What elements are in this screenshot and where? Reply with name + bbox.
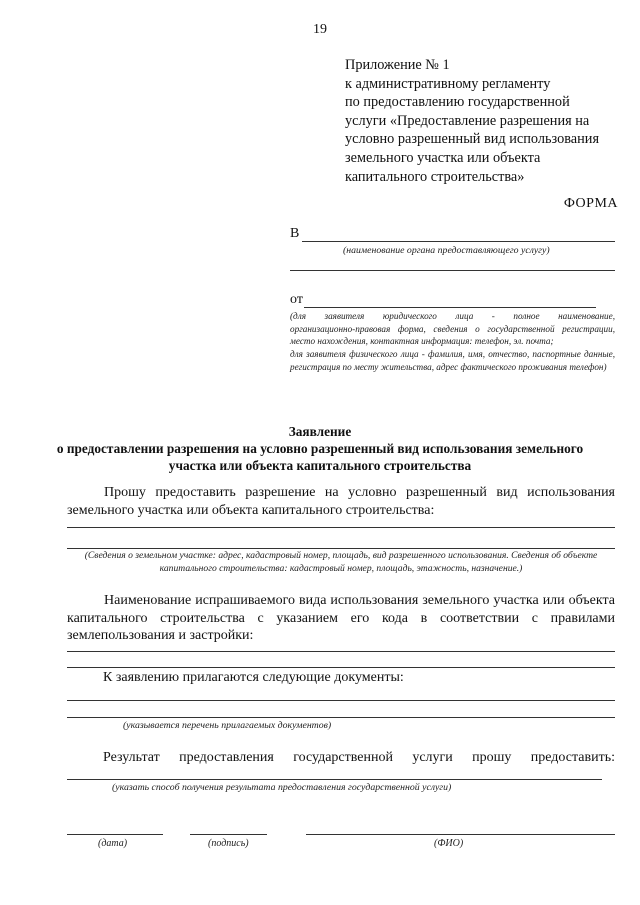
title-line-3: участка или объекта капитального строительства [168,458,472,473]
usage-paragraph: Наименование испрашиваемого вида использования земельного участка или объекта капитального строительства с указанием его кода в соответствии с правилами землепользования и застройки: [67,593,615,643]
request-paragraph: Прошу предоставить разрешение на условно разрешенный вид использования земельного участка или объекта капитального строительства: [67,485,615,518]
full-name-field[interactable] [306,834,615,835]
title-line-2: о предоставлении разрешения на условно разрешенный вид использования земельного [56,441,584,456]
sender-hint-legal-line1: (для заявителя юридического лица - полное наименование, [290,311,615,321]
signature-hint: (подпись) [208,838,249,849]
recipient-prefix: В [290,226,300,241]
documents-field-line-2[interactable] [67,717,615,718]
land-info-field[interactable] [67,527,615,528]
form-label: ФОРМА [563,196,618,211]
appendix-line: к административному регламенту [345,75,551,92]
result-hint: (указать способ получения результата предоставления государственной услуги) [112,782,452,793]
result-word: предоставления [179,750,274,765]
date-field[interactable] [67,834,163,835]
result-word: предоставить: [530,750,615,765]
result-field[interactable] [67,779,602,780]
result-word: Результат [103,750,160,765]
appendix-line: услуги «Предоставление разрешения на [345,112,590,129]
recipient-hint: (наименование органа предоставляющего услугу) [343,245,550,256]
result-word: государственной [293,750,393,765]
land-info-hint: (Сведения о земельном участке: адрес, кадастровый номер, площадь, вид разрешенного использования. Сведения об объекте капитального строительства: кадастровый номер, площадь, этажность, назначение.) [84,550,598,574]
full-name-hint: (ФИО) [434,838,464,849]
title-line-1: Заявление [288,424,352,439]
documents-field[interactable] [67,700,615,701]
page-number: 19 [313,22,327,37]
appendix-line: условно разрешенный вид использования [345,131,600,148]
appendix-line: земельного участка или объекта [345,149,541,166]
appendix-line: по предоставлению государственной [345,94,570,111]
date-hint: (дата) [98,838,128,849]
appendix-header [345,56,625,186]
usage-field-line-2[interactable] [67,667,615,668]
appendix-line: Приложение № 1 [345,57,450,73]
sender-hint-legal-rest: организационно-правовая форма, сведения о государственной регистрации, место нахождения, контактная информация: телефон, эл. почта; [290,323,615,347]
documents-label: К заявлению прилагаются следующие документы: [103,670,404,685]
recipient-field[interactable] [302,241,615,242]
usage-field[interactable] [67,651,615,652]
result-paragraph [103,750,615,766]
signature-field[interactable] [190,834,267,835]
appendix-line: капитального строительства» [345,168,525,185]
sender-hint [290,310,615,374]
documents-hint: (указывается перечень прилагаемых документов) [123,720,332,731]
application-title [20,423,620,474]
sender-prefix: от [290,292,303,307]
land-info-field-line-2[interactable] [67,548,615,549]
sender-field[interactable] [304,307,596,308]
result-word: услуги [412,750,453,765]
recipient-field-line-2[interactable] [290,270,615,271]
result-word: прошу [472,750,512,765]
sender-hint-individual: для заявителя физического лица - фамилия, имя, отчество, паспортные данные, регистрация по месту жительства, адрес фактического проживания телефон) [290,349,615,372]
